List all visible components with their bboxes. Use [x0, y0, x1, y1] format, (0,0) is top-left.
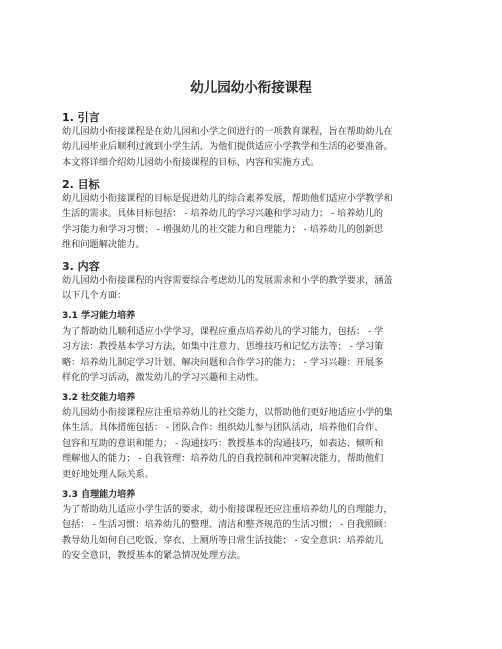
text-line: 生活的需求。具体目标包括： - 培养幼儿的学习兴趣和学习动力； - 培养幼儿的: [62, 208, 384, 220]
subsection-paragraph-learning-ability: [62, 324, 442, 386]
text-line: 体生活。具体措施包括： - 团队合作：组织幼儿参与团队活动，培养他们合作、: [62, 422, 384, 434]
text-line: 幼儿园幼小衔接课程的内容需要综合考虑幼儿的发展需求和小学的教学要求，涵盖: [62, 275, 393, 286]
text-line: 包容和互助的意识和能力； - 沟通技巧：教授基本的沟通技巧，如表达、倾听和: [62, 437, 384, 449]
section-heading-goals: 2. 目标: [62, 178, 100, 191]
text-line: 为了帮助幼儿顺利适应小学学习，课程应重点培养幼儿的学习能力，包括： - 学: [62, 326, 384, 337]
subsection-paragraph-self-care-ability: [62, 502, 442, 564]
subsection-heading-social-ability: 3.2 社交能力培养: [62, 393, 136, 403]
text-line: 包括： - 生活习惯：培养幼儿的整理、清洁和整齐规范的生活习惯； - 自我照顾：: [62, 519, 393, 531]
text-line: 维和问题解决能力。: [62, 239, 145, 251]
section-heading-content: 3. 内容: [62, 260, 100, 273]
section-paragraph-introduction: [62, 124, 442, 170]
text-line: 为了帮助幼儿适应小学生活的要求，幼小衔接课程还应注重培养幼儿的自理能力，: [62, 504, 393, 515]
text-line: 学习能力和学习习惯； - 增强幼儿的社交能力和自理能力； - 培养幼儿的创新思: [62, 223, 384, 235]
text-line: 幼儿园幼小衔接课程是在幼儿园和小学之间进行的一项教育课程，旨在帮助幼儿在: [62, 126, 393, 137]
text-line: 教导幼儿如何自己吃饭、穿衣、上厕所等日常生活技能； - 安全意识：培养幼儿: [62, 534, 384, 546]
text-line: 习方法：教授基本学习方法，如集中注意力、思维技巧和记忆方法等； - 学习策: [62, 341, 384, 353]
text-line: 幼儿园毕业后顺利过渡到小学生活，为他们提供适应小学教学和生活的必要准备。: [62, 141, 393, 153]
section-heading-introduction: 1. 引言: [62, 111, 100, 124]
text-line: 略：培养幼儿制定学习计划、解决问题和合作学习的能力； - 学习兴趣：开展多: [62, 356, 384, 368]
document-title: 幼儿园幼小衔接课程: [190, 80, 312, 96]
text-line: 样化的学习活动，激发幼儿的学习兴趣和主动性。: [62, 372, 265, 384]
text-line: 的安全意识，教授基本的紧急情况处理方法。: [62, 550, 246, 562]
text-line: 理解他人的能力； - 自我管理：培养幼儿的自我控制和冲突解决能力，帮助他们: [62, 453, 384, 465]
subsection-paragraph-social-ability: [62, 405, 442, 482]
text-line: 更好地处理人际关系。: [62, 468, 154, 480]
text-line: 幼儿园幼小衔接课程的目标是促进幼儿的综合素养发展，帮助他们适应小学教学和: [62, 193, 393, 204]
text-line: 以下几个方面：: [62, 290, 127, 302]
text-line: 本文将详细介绍幼儿园幼小衔接课程的目标、内容和实施方式。: [62, 156, 320, 168]
subsection-heading-learning-ability: 3.1 学习能力培养: [62, 311, 136, 321]
section-paragraph-content: [62, 273, 442, 304]
text-line: 幼儿园幼小衔接课程应注重培养幼儿的社交能力，以帮助他们更好地适应小学的集: [62, 407, 393, 418]
section-paragraph-goals: [62, 191, 442, 253]
subsection-heading-self-care-ability: 3.3 自理能力培养: [62, 490, 136, 500]
